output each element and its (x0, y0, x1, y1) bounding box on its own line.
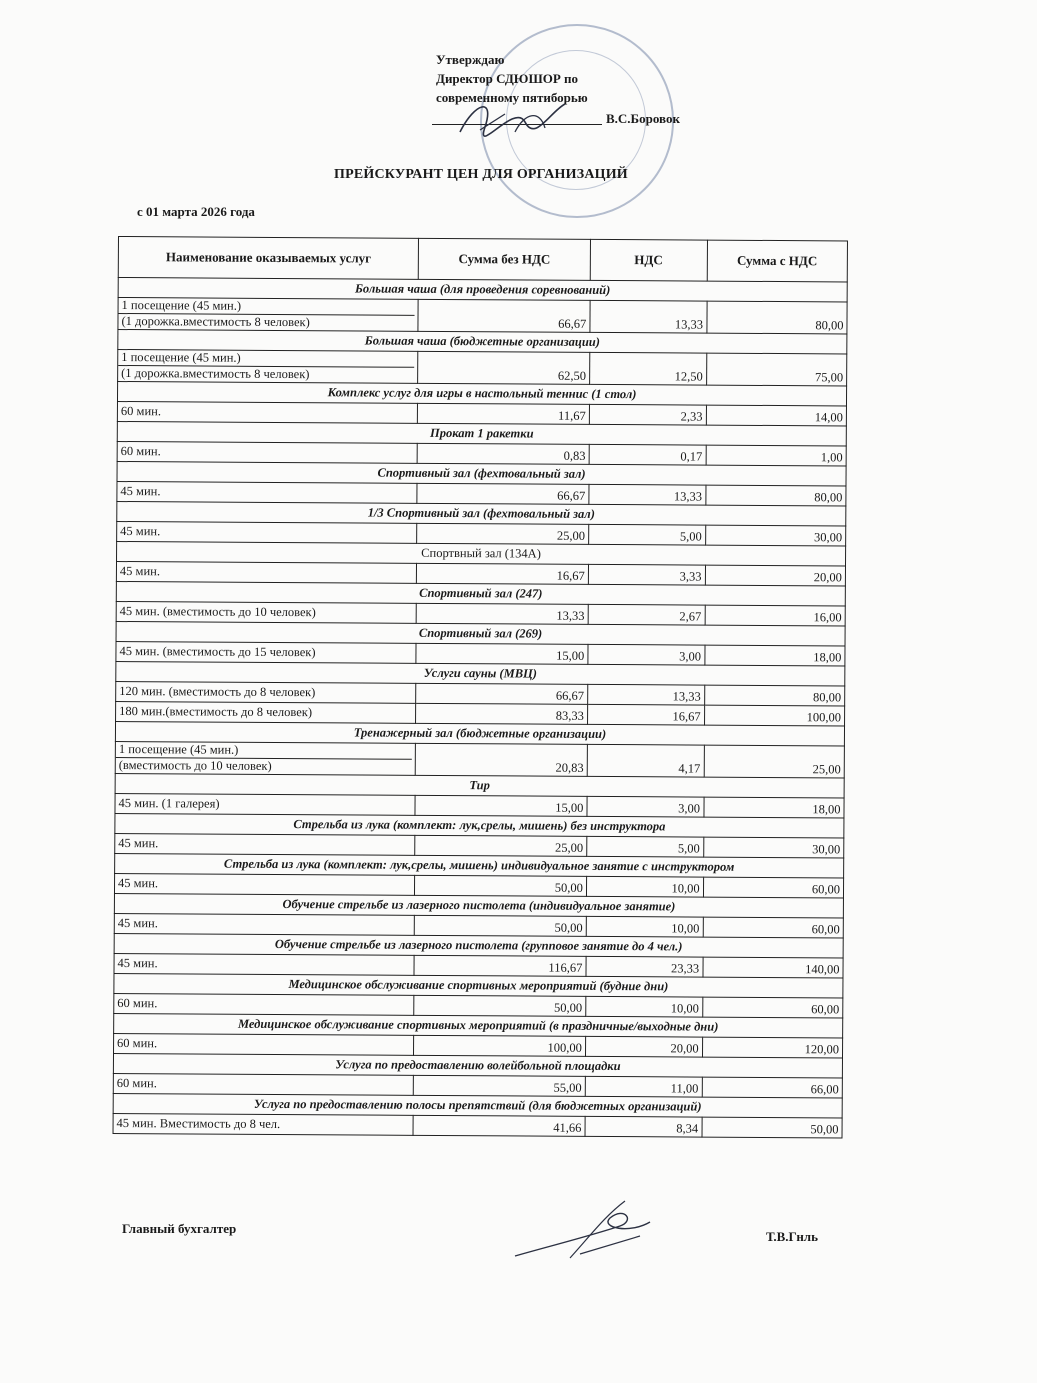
table-row (113, 1113, 842, 1137)
price-gross: 14,00 (706, 405, 847, 426)
price-gross: 80,00 (705, 485, 846, 506)
header-vat: НДС (590, 239, 707, 281)
section-title: Обучение стрельбе из лазерного пистолета (индивидуальное занятие) (114, 893, 843, 917)
price-net: 55,00 (414, 1075, 586, 1096)
price-gross: 80,00 (704, 685, 845, 706)
price-vat: 3,00 (587, 796, 704, 817)
price-vat: 13,33 (587, 684, 704, 705)
director-signature (455, 92, 575, 142)
price-vat: 23,33 (586, 956, 703, 977)
table-header-row (118, 237, 847, 282)
section-title: Тир (115, 773, 844, 797)
approval-line-3: современному пятиборью (436, 90, 588, 105)
service-name (116, 641, 416, 663)
service-name (114, 913, 414, 935)
service-line: 180 мин.(вместимость до 8 человек) (119, 704, 313, 720)
price-gross: 1,00 (706, 445, 847, 466)
service-line: (1 дорожка.вместимость 8 человек) (118, 313, 414, 331)
director-name: В.С.Боровок (606, 111, 680, 126)
accountant-name: Т.В.Гнль (766, 1229, 818, 1244)
price-vat: 10,00 (586, 916, 703, 937)
section-title: Медицинское обслуживание спортивных мероприятий (будние дни) (114, 973, 843, 997)
price-vat: 13,33 (589, 484, 706, 505)
price-net: 41,66 (413, 1115, 585, 1136)
price-vat: 10,00 (586, 876, 703, 897)
price-net: 15,00 (416, 643, 588, 664)
service-name (115, 741, 415, 775)
header-service: Наименование оказываемых услуг (118, 237, 419, 280)
service-name (116, 601, 416, 623)
service-name (114, 1033, 414, 1055)
price-net: 50,00 (414, 995, 586, 1016)
price-net: 15,00 (415, 795, 587, 816)
section-title: Медицинское обслуживание спортивных мероприятий (в праздничные/выходные дни) (114, 1013, 843, 1037)
price-gross: 120,00 (702, 1037, 843, 1058)
price-net: 25,00 (415, 835, 587, 856)
section-title: Спортивный зал (247) (116, 581, 845, 605)
section-title: Стрельба из лука (комплект: лук,срелы, мишень) без инструктора (115, 813, 844, 837)
service-line: 45 мин. (1 галерея) (118, 796, 220, 811)
price-table-body (113, 278, 847, 1138)
price-net: 11,67 (418, 403, 590, 424)
price-gross: 100,00 (704, 705, 845, 726)
service-line: 60 мин. (120, 444, 161, 459)
header-gross: Сумма с НДС (707, 240, 848, 282)
price-gross: 16,00 (705, 605, 846, 626)
service-line: 1 посещение (45 мин.) (118, 742, 239, 757)
service-name (115, 793, 415, 815)
service-name (114, 873, 414, 895)
service-name (117, 441, 417, 463)
service-name (118, 298, 418, 332)
price-net: 116,67 (414, 955, 586, 976)
service-line: 45 мин. (118, 836, 159, 851)
price-gross: 66,00 (702, 1077, 843, 1098)
section-title: Большая чаша (бюджетные организации) (118, 330, 847, 354)
price-net: 66,67 (417, 483, 589, 504)
approval-line-1: Утверждаю (436, 52, 505, 67)
price-vat: 5,00 (587, 836, 704, 857)
price-table (113, 236, 848, 1138)
service-line: 45 мин. (117, 956, 158, 971)
service-line: 45 мин. (120, 524, 161, 539)
price-vat: 0,17 (589, 444, 706, 465)
price-net: 83,33 (416, 703, 588, 724)
price-vat: 2,67 (588, 604, 705, 625)
price-gross: 60,00 (702, 997, 843, 1018)
price-vat: 10,00 (586, 996, 703, 1017)
service-line: 60 мин. (117, 996, 158, 1011)
effective-date: с 01 марта 2026 года (137, 204, 255, 219)
service-line: 45 мин. Вместимость до 8 чел. (116, 1116, 281, 1132)
section-title: 1/3 Спортивный зал (фехтовальный зал) (117, 501, 846, 525)
section-title: Услуги сауны (МВЦ) (116, 661, 845, 685)
service-name (114, 993, 414, 1015)
price-net: 66,67 (416, 683, 588, 704)
service-line: 60 мин. (117, 1036, 158, 1051)
service-name (113, 1073, 413, 1095)
service-line: 120 мин. (вместимость до 8 человек) (119, 684, 316, 700)
price-gross: 80,00 (706, 301, 847, 334)
service-name (118, 350, 418, 384)
service-line: 45 мин. (вместимость до 15 человек) (119, 644, 316, 660)
price-vat: 20,00 (585, 1036, 702, 1057)
header-net: Сумма без НДС (419, 238, 591, 280)
price-gross: 60,00 (703, 877, 844, 898)
section-title: Услуга по предоставлению полосы препятствий (для бюджетных организаций) (113, 1093, 842, 1117)
price-gross: 30,00 (705, 525, 846, 546)
price-gross: 50,00 (702, 1117, 843, 1138)
service-line: 60 мин. (120, 404, 162, 419)
price-net: 100,00 (414, 1035, 586, 1056)
table-row (118, 350, 847, 386)
section-title: Тренажерный зал (бюджетные организации) (115, 721, 844, 745)
service-line: 60 мин. (116, 1076, 157, 1091)
service-name (116, 701, 416, 723)
price-vat: 16,67 (587, 704, 704, 725)
price-vat: 11,00 (585, 1076, 702, 1097)
service-name (116, 561, 416, 583)
price-net: 66,67 (418, 299, 590, 332)
price-net: 16,67 (417, 563, 589, 584)
price-vat: 3,00 (588, 644, 705, 665)
price-gross: 140,00 (703, 957, 844, 978)
section-title: Обучение стрельбе из лазерного пистолета (групповое занятие до 4 чел.) (114, 933, 843, 957)
approval-line-2: Директор СДЮШОР по (436, 71, 579, 86)
price-gross: 60,00 (703, 917, 844, 938)
price-vat: 2,33 (589, 404, 706, 425)
price-gross: 30,00 (703, 837, 844, 858)
price-vat: 3,33 (588, 564, 705, 585)
price-gross: 25,00 (704, 745, 845, 778)
price-net: 62,50 (418, 351, 590, 384)
price-vat: 12,50 (589, 352, 706, 385)
price-net: 13,33 (416, 603, 588, 624)
service-line: (1 дорожка.вместимость 8 человек) (118, 365, 414, 383)
price-vat: 8,34 (585, 1116, 702, 1137)
price-gross: 18,00 (704, 645, 845, 666)
price-vat: 5,00 (588, 524, 705, 545)
price-net: 50,00 (415, 915, 587, 936)
document-title: ПРЕЙСКУРАНТ ЦЕН ДЛЯ ОРГАНИЗАЦИЙ (334, 167, 628, 182)
price-net: 20,83 (416, 743, 588, 776)
section-title: Спортвный зал (134А) (117, 541, 846, 565)
accountant-signature (510, 1196, 660, 1270)
section-title: Большая чаша (для проведения соревнований) (118, 278, 847, 302)
service-line: 45 мин. (117, 916, 158, 931)
price-vat: 4,17 (587, 744, 704, 777)
service-line: 45 мин. (120, 484, 161, 499)
service-name (117, 481, 417, 503)
service-name (114, 953, 414, 975)
section-title: Спортивный зал (269) (116, 621, 845, 645)
accountant-label: Главный бухгалтер (122, 1221, 237, 1236)
service-name (115, 833, 415, 855)
service-line: 45 мин. (118, 876, 159, 891)
price-net: 50,00 (415, 875, 587, 896)
table-row (118, 298, 847, 334)
price-gross: 75,00 (706, 353, 847, 386)
price-gross: 20,00 (705, 565, 846, 586)
section-title: Услуга по предоставлению волейбольной площадки (113, 1053, 842, 1077)
table-row (115, 741, 844, 777)
service-line: 45 мин. (119, 564, 161, 579)
section-title: Спортивный зал (фехтовальный зал) (117, 461, 846, 485)
service-line: (вместимость до 10 человек) (116, 757, 412, 775)
section-title: Комплекс услуг для игры в настольный теннис (1 стол) (117, 382, 846, 406)
service-line: 1 посещение (45 мин.) (121, 350, 241, 365)
price-gross: 18,00 (704, 797, 845, 818)
service-name (116, 681, 416, 703)
service-name (117, 401, 417, 423)
service-name (113, 1113, 413, 1135)
price-net: 25,00 (417, 523, 589, 544)
service-line: 1 посещение (45 мин.) (121, 298, 242, 313)
service-line: 45 мин. (вместимость до 10 человек) (119, 604, 316, 620)
price-net: 0,83 (417, 443, 589, 464)
price-vat: 13,33 (590, 300, 707, 333)
section-title: Стрельба из лука (комплект: лук,срелы, мишень) индивидуальное занятие с инструктором (115, 853, 844, 877)
section-title: Прокат 1 ракетки (117, 421, 846, 445)
service-name (117, 521, 417, 543)
